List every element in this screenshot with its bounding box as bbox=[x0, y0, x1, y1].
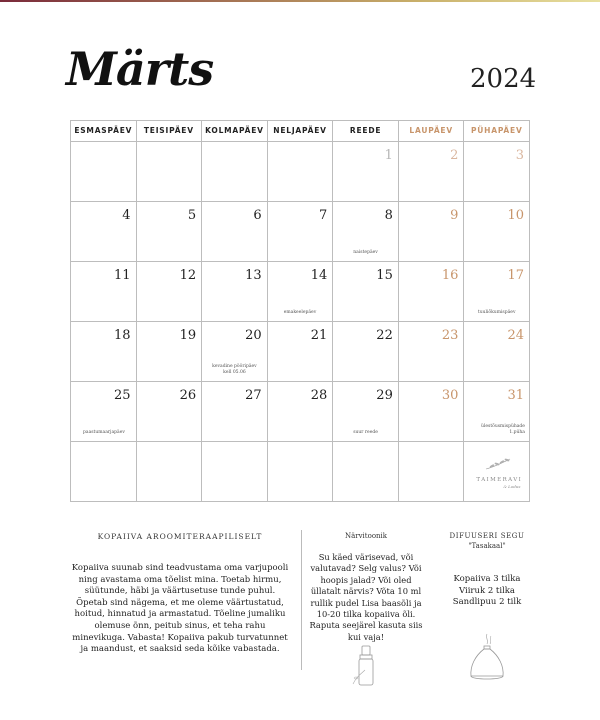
logo-name: TAIMERAVI bbox=[476, 477, 523, 483]
day-number: 21 bbox=[310, 328, 328, 343]
day-number: 3 bbox=[515, 148, 524, 163]
day-number: 15 bbox=[376, 268, 393, 283]
day-cell[interactable] bbox=[333, 142, 399, 202]
brand-logo bbox=[476, 456, 523, 489]
day-number: 14 bbox=[310, 268, 328, 283]
weekday-label: KOLMAPÄEV bbox=[201, 121, 267, 141]
day-cell[interactable] bbox=[202, 382, 268, 442]
day-cell[interactable] bbox=[464, 322, 530, 382]
day-number: 30 bbox=[441, 388, 459, 403]
day-cell[interactable] bbox=[202, 202, 268, 262]
day-note: kevadine pööripäev kell 05.06 bbox=[212, 364, 257, 375]
day-note: suur reede bbox=[353, 430, 378, 435]
logo-tagline: & Lodus bbox=[503, 484, 521, 489]
calendar bbox=[70, 120, 530, 502]
day-cell[interactable] bbox=[464, 442, 530, 502]
day-number: 5 bbox=[187, 208, 197, 223]
day-number: 4 bbox=[122, 208, 131, 223]
day-cell[interactable] bbox=[268, 442, 334, 502]
day-cell[interactable] bbox=[268, 322, 334, 382]
day-cell[interactable] bbox=[464, 142, 530, 202]
day-cell[interactable] bbox=[71, 382, 137, 442]
day-cell[interactable] bbox=[137, 142, 203, 202]
day-number: 22 bbox=[376, 328, 393, 343]
weekday-label: LAUPÄEV bbox=[398, 121, 464, 141]
day-cell[interactable] bbox=[399, 142, 465, 202]
tonic-text: Su käed värisevad, või valutavad? Selg valus? Või hoopis jalad? Või oled üllatalt närvis? Võta 10 ml rullik pudel Lisa baasõli ja 10-20 tilka kopaiiva õli. Raputa seejärel kasuta siis kui vaja! bbox=[309, 552, 423, 642]
weekday-label: NELJAPÄEV bbox=[267, 121, 333, 141]
day-cell[interactable] bbox=[464, 262, 530, 322]
diffuser-section bbox=[432, 532, 542, 609]
aroma-heading: KOPAIIVA AROOMITERAAPILISELT bbox=[97, 532, 263, 541]
leaf-sprig-icon bbox=[484, 457, 512, 471]
day-note: tuuliõkumispäev bbox=[477, 310, 516, 315]
diffuser-line: Sandlipuu 2 tilk bbox=[452, 597, 522, 608]
diffuser-line: Viiruk 2 tilka bbox=[459, 585, 515, 596]
day-number: 31 bbox=[507, 388, 524, 403]
top-accent-bar bbox=[0, 0, 600, 2]
day-number: 27 bbox=[245, 388, 262, 403]
day-number: 2 bbox=[450, 148, 459, 163]
diffuser-line: Kopaiiva 3 tilka bbox=[453, 574, 521, 584]
diffuser-recipe bbox=[432, 574, 542, 609]
day-number: 24 bbox=[507, 328, 524, 343]
diffuser-icon bbox=[465, 632, 509, 684]
day-note: ülestõusmispühade 1.püha bbox=[481, 424, 525, 435]
day-number: 20 bbox=[245, 328, 262, 343]
day-cell[interactable] bbox=[268, 262, 334, 322]
diffuser-heading: DIFUUSERI SEGU bbox=[449, 532, 525, 540]
day-cell[interactable] bbox=[333, 442, 399, 502]
day-cell[interactable] bbox=[268, 202, 334, 262]
day-cell[interactable] bbox=[71, 322, 137, 382]
calendar-grid bbox=[70, 142, 530, 502]
day-number: 13 bbox=[245, 268, 262, 283]
day-cell[interactable] bbox=[71, 262, 137, 322]
day-cell[interactable] bbox=[137, 262, 203, 322]
day-number: 10 bbox=[507, 208, 524, 223]
day-cell[interactable] bbox=[137, 382, 203, 442]
day-number: 19 bbox=[179, 328, 197, 343]
day-cell[interactable] bbox=[399, 322, 465, 382]
day-number: 28 bbox=[310, 388, 328, 403]
section-divider bbox=[301, 530, 302, 670]
day-number: 7 bbox=[319, 208, 328, 223]
day-note: emakeelepäev bbox=[283, 310, 317, 315]
day-number: 25 bbox=[114, 388, 131, 403]
diffuser-subheading: "Tasakaal" bbox=[468, 542, 506, 550]
day-cell[interactable] bbox=[137, 322, 203, 382]
day-number: 9 bbox=[450, 208, 459, 223]
day-number: 6 bbox=[253, 208, 262, 223]
day-number: 18 bbox=[114, 328, 131, 343]
weekday-header bbox=[70, 120, 530, 142]
day-note: naistepäev bbox=[353, 250, 378, 255]
page-title: Märts bbox=[66, 42, 214, 96]
day-cell[interactable] bbox=[333, 322, 399, 382]
day-number: 12 bbox=[179, 268, 197, 283]
aroma-text: Kopaiiva suunab sind teadvustama oma varjupooli ning avastama oma tõelist mina. Toetab hirmu, süütunde, häbi ja väärtusetuse tunde puhul. Õpetab sind nägema, et me oleme väärtustatud, hoitud, hinnatud ja armastatud. Tõeline jumaliku olemuse õnn, peitub sinus, et teha rahu minevikuga. Vabasta! Kopaiiva pakub turvatunnet ja maandust, et saaksid seda kõike vabastada. bbox=[71, 563, 289, 655]
roller-bottle-icon bbox=[351, 644, 381, 688]
day-number: 23 bbox=[441, 328, 459, 343]
day-number: 8 bbox=[384, 208, 393, 223]
weekday-label: REEDE bbox=[332, 121, 398, 141]
day-cell[interactable] bbox=[399, 382, 465, 442]
day-number: 1 bbox=[384, 148, 393, 163]
day-note: paastumaarjapäev bbox=[83, 430, 125, 435]
day-cell[interactable] bbox=[399, 442, 465, 502]
day-cell[interactable] bbox=[333, 262, 399, 322]
day-cell[interactable] bbox=[202, 142, 268, 202]
weekday-label: ESMASPÄEV bbox=[74, 126, 133, 135]
day-cell[interactable] bbox=[333, 382, 399, 442]
day-cell[interactable] bbox=[268, 142, 334, 202]
year-label: 2024 bbox=[470, 64, 537, 94]
day-cell[interactable] bbox=[71, 142, 137, 202]
day-cell[interactable] bbox=[71, 442, 137, 502]
day-cell[interactable] bbox=[202, 442, 268, 502]
day-number: 11 bbox=[114, 268, 131, 283]
day-cell[interactable] bbox=[137, 442, 203, 502]
aroma-section bbox=[70, 532, 290, 656]
day-number: 17 bbox=[507, 268, 524, 283]
day-number: 29 bbox=[376, 388, 393, 403]
day-cell[interactable] bbox=[71, 202, 137, 262]
day-cell[interactable] bbox=[399, 262, 465, 322]
day-cell[interactable] bbox=[202, 262, 268, 322]
tonic-heading: Närvitoonik bbox=[344, 532, 388, 540]
day-cell[interactable] bbox=[464, 202, 530, 262]
day-cell[interactable] bbox=[333, 202, 399, 262]
weekday-label: TEISIPÄEV bbox=[136, 121, 202, 141]
day-cell[interactable] bbox=[464, 382, 530, 442]
day-cell[interactable] bbox=[268, 382, 334, 442]
day-number: 16 bbox=[441, 268, 459, 283]
day-number: 26 bbox=[179, 388, 197, 403]
day-cell[interactable] bbox=[137, 202, 203, 262]
tonic-section bbox=[306, 532, 426, 643]
day-cell[interactable] bbox=[399, 202, 465, 262]
weekday-label: PÜHAPÄEV bbox=[463, 121, 529, 141]
day-cell[interactable] bbox=[202, 322, 268, 382]
